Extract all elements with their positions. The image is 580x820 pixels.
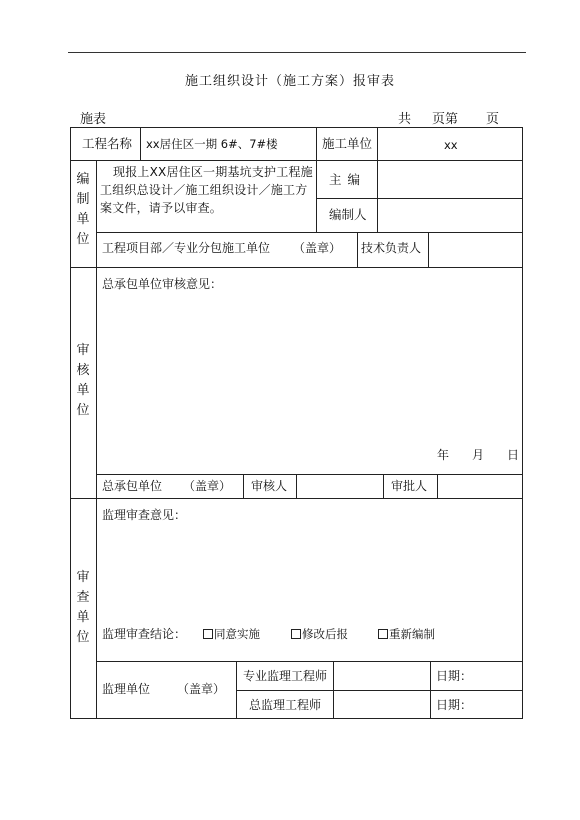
row-divider bbox=[236, 690, 523, 691]
cell-divider bbox=[377, 127, 378, 160]
cell-divider bbox=[296, 474, 297, 498]
table-border-left bbox=[70, 127, 71, 719]
side-char: 位 bbox=[76, 403, 90, 418]
date-label: 日期： bbox=[436, 698, 473, 712]
chief-engineer-label: 总监理工程师 bbox=[249, 698, 322, 712]
checkbox-icon[interactable] bbox=[291, 629, 301, 639]
side-char: 位 bbox=[76, 232, 90, 247]
page-total-label: 共 bbox=[398, 112, 412, 127]
inspection-conclusion-label: 监理审查结论： bbox=[102, 627, 187, 641]
supervision-unit-label: 监理单位 bbox=[102, 682, 151, 696]
form-title: 施工组织设计（施工方案）报审表 bbox=[184, 74, 395, 89]
side-char: 制 bbox=[76, 192, 90, 207]
project-dept-label: 工程项目部／专业分包施工单位 bbox=[102, 241, 271, 255]
row-divider bbox=[96, 232, 523, 233]
construction-unit-label: 施工单位 bbox=[322, 136, 373, 151]
date-label: 日期： bbox=[436, 669, 473, 683]
option-revise[interactable] bbox=[291, 626, 348, 642]
cell-divider bbox=[428, 232, 429, 267]
side-char: 位 bbox=[76, 630, 90, 645]
seal-label: （盖章） bbox=[183, 479, 232, 493]
date-year: 年 bbox=[437, 448, 450, 462]
cell-divider bbox=[316, 127, 317, 160]
option-label: 重新编制 bbox=[389, 627, 435, 641]
section-divider bbox=[70, 267, 523, 268]
side-char: 审 bbox=[76, 570, 90, 585]
review-unit-side-label bbox=[75, 341, 91, 421]
side-char: 查 bbox=[76, 590, 90, 605]
inspection-opinion-label: 监理审查意见： bbox=[102, 508, 187, 522]
project-name-label: 工程名称 bbox=[82, 136, 133, 151]
inspect-unit-side-label bbox=[75, 568, 91, 648]
cell-divider bbox=[383, 474, 384, 498]
side-char: 单 bbox=[76, 212, 90, 227]
option-approve[interactable] bbox=[203, 626, 260, 642]
form-code: 施表 bbox=[80, 112, 107, 127]
option-label: 修改后报 bbox=[302, 627, 348, 641]
cell-divider bbox=[357, 232, 358, 267]
page-number-label: 页第 bbox=[432, 112, 459, 127]
compile-unit-side-label bbox=[75, 170, 91, 250]
side-char: 单 bbox=[76, 610, 90, 625]
cell-divider bbox=[437, 474, 438, 498]
chief-editor-label: 主 编 bbox=[329, 172, 361, 187]
row-divider bbox=[96, 474, 523, 475]
checkbox-icon[interactable] bbox=[378, 629, 388, 639]
date-day: 日 bbox=[507, 448, 520, 462]
side-char: 单 bbox=[76, 383, 90, 398]
seal-label: （盖章） bbox=[177, 682, 226, 696]
side-char: 审 bbox=[76, 343, 90, 358]
project-name-value: xx居住区一期 6#、7#楼 bbox=[146, 137, 278, 151]
construction-unit-value: xx bbox=[444, 138, 458, 152]
cell-divider bbox=[243, 474, 244, 498]
tech-lead-label: 技术负责人 bbox=[361, 241, 422, 255]
table-border-top bbox=[70, 127, 523, 128]
cell-divider bbox=[140, 127, 141, 160]
specialist-engineer-label: 专业监理工程师 bbox=[243, 669, 328, 683]
contractor-label: 总承包单位 bbox=[102, 479, 163, 493]
approver-label: 审批人 bbox=[391, 479, 428, 493]
date-month: 月 bbox=[472, 448, 485, 462]
side-char: 核 bbox=[76, 363, 90, 378]
compiler-label: 编制人 bbox=[329, 207, 367, 222]
submission-text: 现报上XX居住区一期基坑支护工程施工组织总设计／施工组织设计／施工方案文件，请予以审查。 bbox=[100, 165, 313, 215]
row-divider bbox=[96, 661, 523, 662]
seal-label: （盖章） bbox=[293, 241, 342, 255]
checkbox-icon[interactable] bbox=[203, 629, 213, 639]
row-divider bbox=[70, 160, 523, 161]
option-label: 同意实施 bbox=[214, 627, 260, 641]
reviewer-label: 审核人 bbox=[251, 479, 288, 493]
option-recompile[interactable] bbox=[378, 626, 435, 642]
cell-divider bbox=[377, 160, 378, 232]
page-end-label: 页 bbox=[486, 112, 500, 127]
side-char: 编 bbox=[76, 172, 90, 187]
side-label-divider bbox=[96, 160, 97, 718]
table-border-right bbox=[522, 127, 523, 719]
header-rule bbox=[68, 52, 526, 53]
row-divider bbox=[316, 198, 523, 199]
review-opinion-label: 总承包单位审核意见： bbox=[102, 277, 223, 291]
section-divider bbox=[70, 498, 523, 499]
table-border-bottom bbox=[70, 718, 523, 719]
